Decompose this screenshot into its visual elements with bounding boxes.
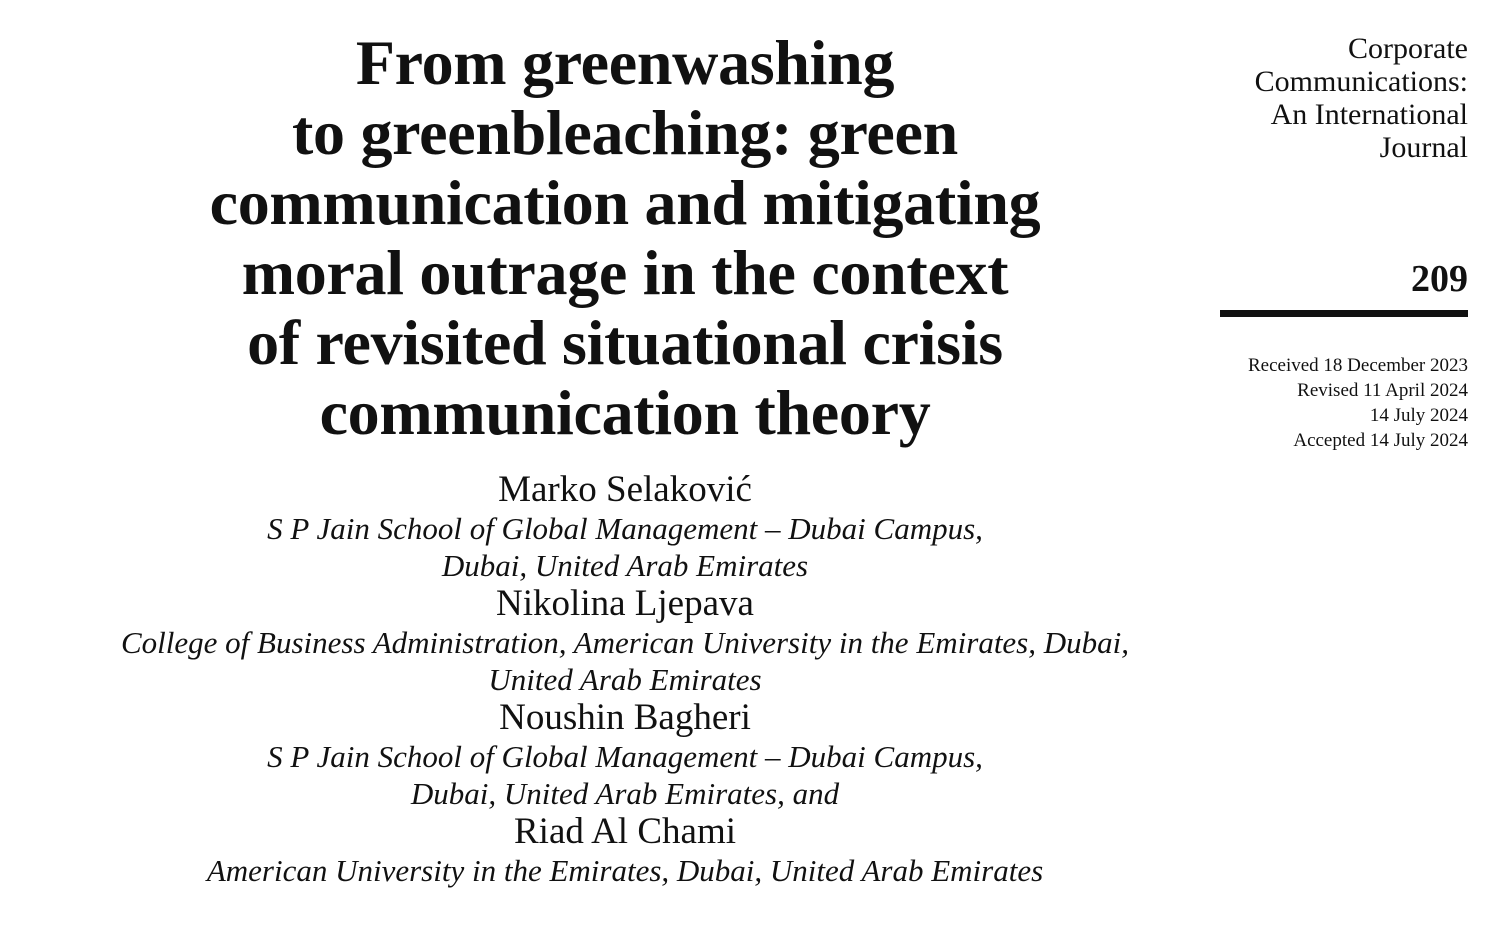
- affiliation-line: United Arab Emirates: [488, 662, 762, 697]
- journal-name-line: An International: [1270, 98, 1468, 131]
- article-title: [40, 28, 1210, 448]
- author-name: Riad Al Chami: [514, 811, 736, 852]
- title-line: communication and mitigating: [209, 167, 1041, 238]
- author-list: [40, 470, 1210, 889]
- affiliation-line: Dubai, United Arab Emirates, and: [410, 776, 840, 811]
- submission-history: [1220, 353, 1468, 453]
- author-affiliation: [40, 624, 1210, 698]
- author-block: [40, 698, 1210, 812]
- affiliation-line: S P Jain School of Global Management – Dubai Campus,: [267, 739, 983, 774]
- title-line: to greenbleaching: green: [292, 97, 958, 168]
- affiliation-line: Dubai, United Arab Emirates: [441, 548, 809, 583]
- journal-name-line: Journal: [1379, 131, 1468, 164]
- affiliation-line: College of Business Administration, American University in the Emirates, Dubai,: [121, 625, 1129, 660]
- history-line: 14 July 2024: [1369, 405, 1468, 426]
- affiliation-line: S P Jain School of Global Management – Dubai Campus,: [267, 511, 983, 546]
- journal-name-line: Communications:: [1254, 65, 1468, 98]
- author-block: [40, 584, 1210, 698]
- article-header: [40, 28, 1210, 889]
- title-line: communication theory: [319, 377, 931, 448]
- title-line: moral outrage in the context: [241, 237, 1009, 308]
- affiliation-line: American University in the Emirates, Dubai, United Arab Emirates: [206, 853, 1044, 888]
- title-line: of revisited situational crisis: [247, 307, 1003, 378]
- author-name: Noushin Bagheri: [499, 697, 751, 738]
- journal-sidebar: [1220, 32, 1468, 453]
- author-affiliation: [40, 852, 1210, 889]
- author-affiliation: [40, 510, 1210, 584]
- journal-name-line: Corporate: [1348, 32, 1468, 65]
- journal-name: [1220, 32, 1468, 164]
- page-number: 209: [1411, 258, 1468, 300]
- author-name: Marko Selaković: [498, 469, 752, 510]
- history-line: Revised 11 April 2024: [1297, 380, 1468, 401]
- history-line: Accepted 14 July 2024: [1293, 430, 1468, 451]
- author-block: [40, 812, 1210, 889]
- author-affiliation: [40, 738, 1210, 812]
- author-name: Nikolina Ljepava: [496, 583, 754, 624]
- history-line: Received 18 December 2023: [1248, 355, 1468, 376]
- divider-rule: [1220, 310, 1468, 317]
- author-block: [40, 470, 1210, 584]
- title-line: From greenwashing: [355, 27, 895, 98]
